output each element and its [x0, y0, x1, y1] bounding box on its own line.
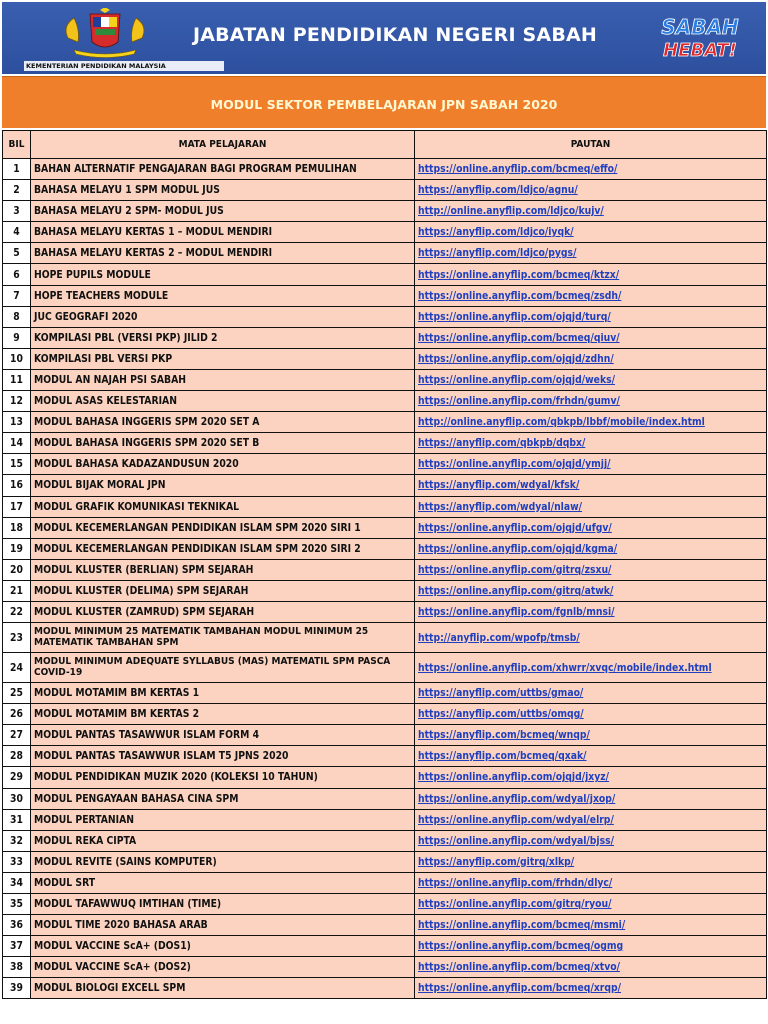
table-row	[3, 746, 767, 767]
link-cell	[415, 412, 767, 433]
module-link[interactable]: https://online.anyflip.com/bcmeq/ktzx/	[418, 268, 620, 281]
table-row	[3, 830, 767, 851]
table-row	[3, 957, 767, 978]
subject-name: MODUL BIJAK MORAL JPN	[31, 475, 415, 496]
row-number: 35	[3, 894, 31, 915]
link-cell	[415, 894, 767, 915]
module-link[interactable]: http://anyflip.com/wpofp/tmsb/	[418, 631, 580, 644]
table-row	[3, 704, 767, 725]
header-bil: BIL	[3, 131, 31, 159]
table-row	[3, 580, 767, 601]
subject-name: BAHASA MELAYU KERTAS 2 – MODUL MENDIRI	[31, 243, 415, 264]
table-row	[3, 475, 767, 496]
table-row	[3, 809, 767, 830]
module-link[interactable]: https://online.anyflip.com/bcmeq/qiuv/	[418, 331, 620, 344]
link-cell	[415, 872, 767, 893]
link-cell	[415, 683, 767, 704]
module-link[interactable]: https://anyflip.com/qbkpb/dqbx/	[418, 437, 586, 450]
module-link[interactable]: https://online.anyflip.com/ojqjd/turq/	[418, 310, 611, 323]
table-row	[3, 978, 767, 999]
header-link: PAUTAN	[415, 131, 767, 159]
subject-name: MODUL BAHASA KADAZANDUSUN 2020	[31, 454, 415, 475]
table-row	[3, 559, 767, 580]
link-cell	[415, 936, 767, 957]
link-cell	[415, 369, 767, 390]
subject-name: MODUL ASAS KELESTARIAN	[31, 391, 415, 412]
link-cell	[415, 704, 767, 725]
link-cell	[415, 285, 767, 306]
module-link[interactable]: https://anyflip.com/bcmeq/wnqp/	[418, 729, 590, 742]
link-cell	[415, 201, 767, 222]
table-row	[3, 538, 767, 559]
link-cell	[415, 306, 767, 327]
subject-name: MODUL KLUSTER (BERLIAN) SPM SEJARAH	[31, 559, 415, 580]
row-number: 3	[3, 201, 31, 222]
row-number: 29	[3, 767, 31, 788]
table-body	[3, 159, 767, 999]
subject-name: MODUL TIME 2020 BAHASA ARAB	[31, 915, 415, 936]
row-number: 38	[3, 957, 31, 978]
row-number: 17	[3, 496, 31, 517]
row-number: 14	[3, 433, 31, 454]
module-link[interactable]: https://online.anyflip.com/bcmeq/msmi/	[418, 919, 626, 932]
subject-name: MODUL VACCINE ScA+ (DOS1)	[31, 936, 415, 957]
row-number: 15	[3, 454, 31, 475]
subject-name: MODUL KECEMERLANGAN PENDIDIKAN ISLAM SPM 2020 SIRI 2	[31, 538, 415, 559]
row-number: 4	[3, 222, 31, 243]
table-row	[3, 517, 767, 538]
subject-name: HOPE PUPILS MODULE	[31, 264, 415, 285]
table-row	[3, 872, 767, 893]
link-cell	[415, 559, 767, 580]
link-cell	[415, 433, 767, 454]
ministry-label: KEMENTERIAN PENDIDIKAN MALAYSIA	[24, 61, 224, 71]
logo-text-hebat: HEBAT!	[663, 40, 737, 61]
row-number: 39	[3, 978, 31, 999]
table-row	[3, 788, 767, 809]
module-link[interactable]: https://anyflip.com/ldjco/iyqk/	[418, 226, 574, 239]
module-link[interactable]: https://online.anyflip.com/wdyal/jxop/	[418, 792, 616, 805]
module-link[interactable]: https://anyflip.com/ldjco/agnu/	[418, 184, 578, 197]
module-link[interactable]: https://anyflip.com/ldjco/pygs/	[418, 247, 577, 260]
module-link[interactable]: https://online.anyflip.com/frhdn/gumv/	[418, 395, 620, 408]
module-link[interactable]: https://anyflip.com/bcmeq/qxak/	[418, 750, 587, 763]
row-number: 1	[3, 159, 31, 180]
sabah-hebat-logo	[652, 12, 748, 64]
link-cell	[415, 517, 767, 538]
coat-of-arms-icon	[60, 8, 150, 58]
row-number: 37	[3, 936, 31, 957]
header-banner	[2, 2, 766, 74]
row-number: 36	[3, 915, 31, 936]
module-link[interactable]: https://online.anyflip.com/ojqjd/ufgv/	[418, 521, 612, 534]
link-cell	[415, 580, 767, 601]
module-link[interactable]: https://online.anyflip.com/xhwrr/xvqc/mobile/index.html	[418, 661, 712, 674]
link-cell	[415, 809, 767, 830]
table-header-row	[3, 131, 767, 159]
row-number: 20	[3, 559, 31, 580]
link-cell	[415, 264, 767, 285]
module-link[interactable]: https://anyflip.com/uttbs/gmao/	[418, 687, 584, 700]
table-row	[3, 159, 767, 180]
module-link[interactable]: https://online.anyflip.com/bcmeq/xrqp/	[418, 982, 622, 995]
subject-name: BAHASA MELAYU 2 SPM- MODUL JUS	[31, 201, 415, 222]
link-cell	[415, 538, 767, 559]
row-number: 32	[3, 830, 31, 851]
table-row	[3, 412, 767, 433]
row-number: 9	[3, 327, 31, 348]
subject-name: MODUL BIOLOGI EXCELL SPM	[31, 978, 415, 999]
row-number: 10	[3, 348, 31, 369]
row-number: 6	[3, 264, 31, 285]
module-link[interactable]: https://online.anyflip.com/gitrq/atwk/	[418, 584, 614, 597]
subject-name: MODUL PENDIDIKAN MUZIK 2020 (KOLEKSI 10 TAHUN)	[31, 767, 415, 788]
subject-name: MODUL BAHASA INGGERIS SPM 2020 SET B	[31, 433, 415, 454]
document-subtitle: MODUL SEKTOR PEMBELAJARAN JPN SABAH 2020	[210, 97, 558, 112]
subtitle-bar	[2, 76, 766, 128]
subject-name: MODUL MOTAMIM BM KERTAS 2	[31, 704, 415, 725]
logo-text-sabah: SABAH	[661, 15, 739, 39]
subject-name: MODUL MOTAMIM BM KERTAS 1	[31, 683, 415, 704]
table-row	[3, 894, 767, 915]
module-link[interactable]: https://online.anyflip.com/ojqjd/weks/	[418, 373, 616, 386]
link-cell	[415, 601, 767, 622]
module-table	[2, 130, 767, 999]
header-subject: MATA PELAJARAN	[31, 131, 415, 159]
table-row	[3, 683, 767, 704]
module-link[interactable]: https://online.anyflip.com/ojqjd/jxyz/	[418, 771, 610, 784]
module-link[interactable]: https://online.anyflip.com/bcmeq/xtvo/	[418, 961, 621, 974]
row-number: 8	[3, 306, 31, 327]
link-cell	[415, 851, 767, 872]
module-link[interactable]: https://anyflip.com/gitrq/xlkp/	[418, 855, 575, 868]
row-number: 27	[3, 725, 31, 746]
module-link[interactable]: https://online.anyflip.com/frhdn/dlyc/	[418, 876, 613, 889]
row-number: 16	[3, 475, 31, 496]
table-row	[3, 915, 767, 936]
subject-name: MODUL BAHASA INGGERIS SPM 2020 SET A	[31, 412, 415, 433]
link-cell	[415, 348, 767, 369]
link-cell	[415, 475, 767, 496]
row-number: 18	[3, 517, 31, 538]
row-number: 31	[3, 809, 31, 830]
link-cell	[415, 830, 767, 851]
table-row	[3, 767, 767, 788]
subject-name: MODUL AN NAJAH PSI SABAH	[31, 369, 415, 390]
table-row	[3, 623, 767, 653]
subject-name: BAHAN ALTERNATIF PENGAJARAN BAGI PROGRAM PEMULIHAN	[31, 159, 415, 180]
row-number: 2	[3, 180, 31, 201]
subject-name: MODUL GRAFIK KOMUNIKASI TEKNIKAL	[31, 496, 415, 517]
link-cell	[415, 159, 767, 180]
table-row	[3, 454, 767, 475]
module-link[interactable]: https://online.anyflip.com/gitrq/ryou/	[418, 898, 612, 911]
subject-name: MODUL KECEMERLANGAN PENDIDIKAN ISLAM SPM 2020 SIRI 1	[31, 517, 415, 538]
subject-name: MODUL PENGAYAAN BAHASA CINA SPM	[31, 788, 415, 809]
link-cell	[415, 243, 767, 264]
module-link[interactable]: https://online.anyflip.com/gitrq/zsxu/	[418, 563, 612, 576]
table-row	[3, 936, 767, 957]
link-cell	[415, 957, 767, 978]
table-row	[3, 180, 767, 201]
row-number: 11	[3, 369, 31, 390]
row-number: 5	[3, 243, 31, 264]
table-row	[3, 496, 767, 517]
subject-name: MODUL VACCINE ScA+ (DOS2)	[31, 957, 415, 978]
link-cell	[415, 496, 767, 517]
row-number: 28	[3, 746, 31, 767]
link-cell	[415, 327, 767, 348]
link-cell	[415, 725, 767, 746]
table-row	[3, 348, 767, 369]
link-cell	[415, 978, 767, 999]
table-row	[3, 264, 767, 285]
table-row	[3, 725, 767, 746]
row-number: 21	[3, 580, 31, 601]
link-cell	[415, 915, 767, 936]
row-number: 13	[3, 412, 31, 433]
table-row	[3, 601, 767, 622]
subject-name: MODUL PERTANIAN	[31, 809, 415, 830]
page-title: JABATAN PENDIDIKAN NEGERI SABAH	[192, 24, 598, 46]
row-number: 12	[3, 391, 31, 412]
subject-name: BAHASA MELAYU 1 SPM MODUL JUS	[31, 180, 415, 201]
row-number: 26	[3, 704, 31, 725]
table-row	[3, 306, 767, 327]
subject-name: KOMPILASI PBL (VERSI PKP) JILID 2	[31, 327, 415, 348]
table-row	[3, 285, 767, 306]
table-row	[3, 201, 767, 222]
module-link[interactable]: https://online.anyflip.com/ojqjd/ymjj/	[418, 458, 611, 471]
subject-name: KOMPILASI PBL VERSI PKP	[31, 348, 415, 369]
table-row	[3, 222, 767, 243]
row-number: 33	[3, 851, 31, 872]
row-number: 19	[3, 538, 31, 559]
link-cell	[415, 746, 767, 767]
module-link[interactable]: https://anyflip.com/wdyal/kfsk/	[418, 479, 580, 492]
subject-name: BAHASA MELAYU KERTAS 1 – MODUL MENDIRI	[31, 222, 415, 243]
module-link[interactable]: https://online.anyflip.com/wdyal/elrp/	[418, 813, 614, 826]
module-link[interactable]: https://online.anyflip.com/ojqjd/kgma/	[418, 542, 618, 555]
table-row	[3, 653, 767, 683]
module-link[interactable]: https://online.anyflip.com/fgnlb/mnsi/	[418, 606, 615, 619]
module-link[interactable]: http://online.anyflip.com/qbkpb/lbbf/mobile/index.html	[418, 416, 705, 429]
table-row	[3, 391, 767, 412]
subject-name: MODUL SRT	[31, 872, 415, 893]
subject-name: MODUL KLUSTER (DELIMA) SPM SEJARAH	[31, 580, 415, 601]
link-cell	[415, 788, 767, 809]
subject-name: MODUL MINIMUM ADEQUATE SYLLABUS (MAS) MATEMATIL SPM PASCA COVID-19	[31, 653, 415, 683]
subject-name: MODUL MINIMUM 25 MATEMATIK TAMBAHAN MODUL MINIMUM 25 MATEMATIK TAMBAHAN SPM	[31, 623, 415, 653]
table-row	[3, 433, 767, 454]
table-row	[3, 851, 767, 872]
module-link[interactable]: http://online.anyflip.com/ldjco/kujv/	[418, 205, 604, 218]
row-number: 23	[3, 623, 31, 653]
module-link[interactable]: https://anyflip.com/uttbs/omqg/	[418, 708, 584, 721]
row-number: 25	[3, 683, 31, 704]
subject-name: MODUL PANTAS TASAWWUR ISLAM T5 JPNS 2020	[31, 746, 415, 767]
link-cell	[415, 767, 767, 788]
subject-name: MODUL REVITE (SAINS KOMPUTER)	[31, 851, 415, 872]
module-link[interactable]: https://online.anyflip.com/bcmeq/effo/	[418, 163, 618, 176]
subject-name: MODUL PANTAS TASAWWUR ISLAM FORM 4	[31, 725, 415, 746]
row-number: 22	[3, 601, 31, 622]
link-cell	[415, 222, 767, 243]
row-number: 30	[3, 788, 31, 809]
module-link[interactable]: https://online.anyflip.com/ojqjd/zdhn/	[418, 352, 614, 365]
module-link[interactable]: https://online.anyflip.com/wdyal/bjss/	[418, 834, 615, 847]
link-cell	[415, 623, 767, 653]
subject-name: MODUL TAFAWWUQ IMTIHAN (TIME)	[31, 894, 415, 915]
table-row	[3, 243, 767, 264]
link-cell	[415, 391, 767, 412]
subject-name: MODUL KLUSTER (ZAMRUD) SPM SEJARAH	[31, 601, 415, 622]
link-cell	[415, 454, 767, 475]
link-cell	[415, 180, 767, 201]
module-link[interactable]: https://online.anyflip.com/bcmeq/ogmg	[418, 940, 624, 953]
subject-name: MODUL REKA CIPTA	[31, 830, 415, 851]
link-cell	[415, 653, 767, 683]
row-number: 24	[3, 653, 31, 683]
row-number: 7	[3, 285, 31, 306]
table-row	[3, 369, 767, 390]
subject-name: JUC GEOGRAFI 2020	[31, 306, 415, 327]
subject-name: HOPE TEACHERS MODULE	[31, 285, 415, 306]
table-row	[3, 327, 767, 348]
module-link[interactable]: https://online.anyflip.com/bcmeq/zsdh/	[418, 289, 622, 302]
row-number: 34	[3, 872, 31, 893]
module-link[interactable]: https://anyflip.com/wdyal/nlaw/	[418, 500, 583, 513]
